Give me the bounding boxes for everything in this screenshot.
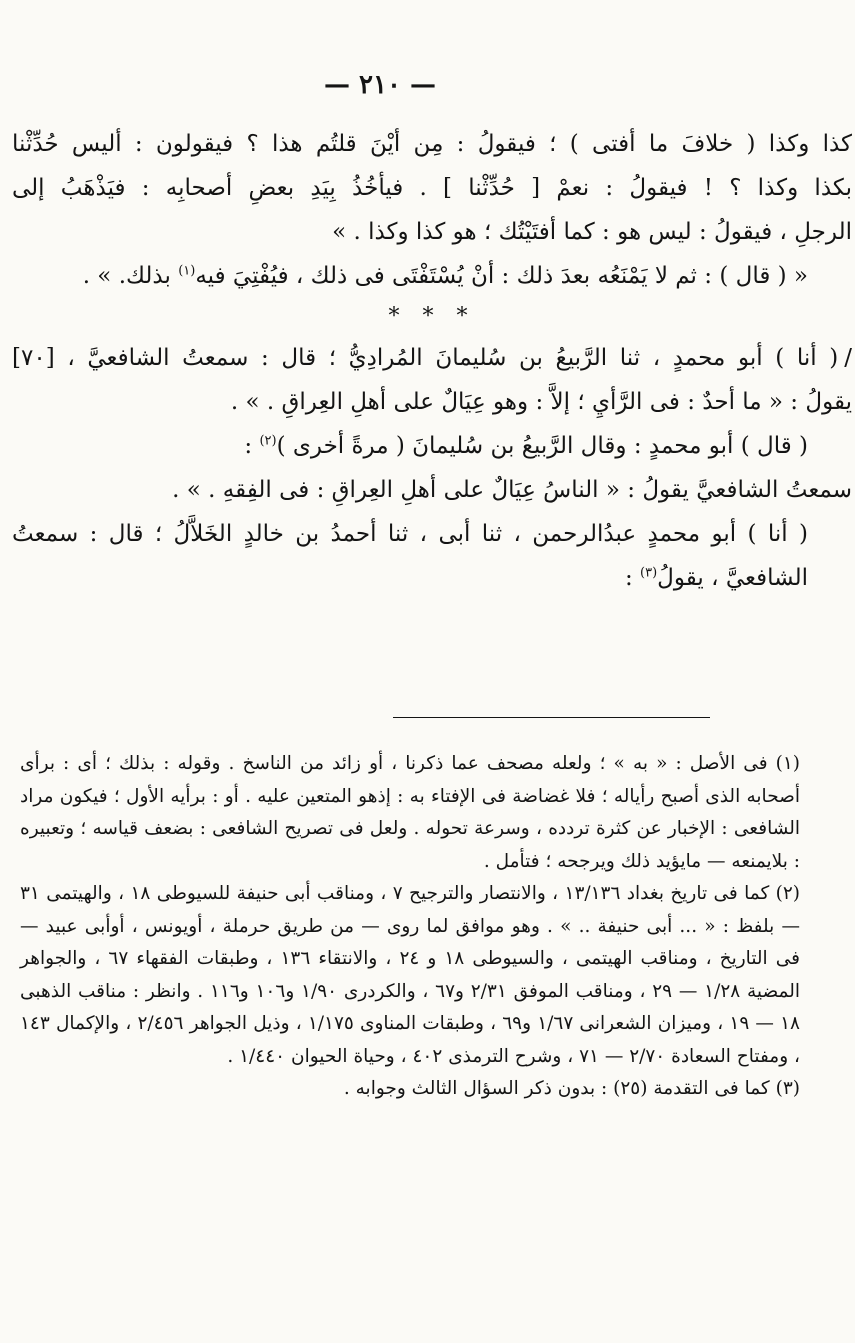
text-line: ( قال ) أبو محمدٍ : وقال الرَّبيعُ بن سُليمانَ ( مرةً أخرى ) (276, 433, 808, 459)
main-text (12, 122, 852, 600)
footnote-line: تصريح الشافعى : بضعف قياسه ؛ وتعبيره : بلايمنعه — مايؤيد ذلك ويرجحه ؛ فتأمل . (20, 818, 800, 872)
page-number: — ٢١٠ — (323, 70, 437, 100)
paragraph-3 (12, 336, 852, 424)
footnote-3 (20, 1073, 830, 1106)
text-line: يقولُ : « ما أحدٌ : فى الرَّأيِ ؛ إلاَّ : وهو عِيَالٌ على أهلِ العِراقِ . » . (230, 389, 852, 415)
footnotes (20, 748, 830, 1106)
footnote-1 (20, 748, 830, 878)
footnote-line: أى : برأى أصحابه الذى أصبح رأياله ؛ فلا غضاضة فى الإفتاء به : إذهو المتعين عليه . أو : (20, 753, 800, 807)
text-segment: ( أنا ) أبو محمدٍ ، ثنا الرَّبيعُ بن سُليمانَ المُرادِيُّ ؛ قال : سمعتُ الشافعيَّ ، (67, 345, 839, 371)
text-line: سمعتُ الشافعيَّ يقولُ : « الناسُ عِيَالٌ على أهلِ العِراقِ : فى الفِقهِ . » . (172, 477, 852, 503)
footnote-2 (20, 878, 830, 1073)
paragraph-1 (12, 122, 852, 254)
text-line: الرجلِ ، فيقولُ : ليس هو : كما أفتَيْتُك ؛ هو كذا وكذا . » (332, 219, 852, 245)
text-line: : (244, 433, 260, 459)
footnote-line: ١٨ و ٢٤ ، والانتقاء ١٣٦ ، وطبقات الفقهاء ٦٧ ، والجواهر المضية ١/٢٨ — ٢٩ ، (20, 948, 801, 1002)
footnote-line: برأيه الأول ؛ فيكون مراد الشافعى : الإخبار عن كثرة تردده ، وسرعة تحوله . ولعل فى (20, 785, 800, 839)
text-line: كذا وكذا ( خلافَ ما أفتى ) ؛ فيقولُ : مِن أيْنَ قلتُم هذا ؟ فيقولون : أليس حُدِّثْنا (12, 131, 852, 157)
footnote-line: ١٨ — ١٩ ، وميزان الشعرانى ١/٦٧ و٦٩ ، وطبقات المناوى ١/١٧٥ ، وذيل الجواهر (189, 1013, 800, 1034)
footnote-line: وحياة الحيوان ١/٤٤٠ . (227, 1045, 395, 1067)
text-segment: الشافعيَّ ، يقولُ (657, 565, 808, 591)
paragraph-5 (12, 468, 852, 512)
text-line: « ( قال ) : ثم لا يَمْنَعُه بعدَ ذلك : أنْ يُسْتَفْتَى فى ذلك ، فيُفْتِيَ فيه (195, 263, 808, 289)
footnote-line: من طريق حرملة ، أويونس ، أوأبى عبيد — فى التاريخ ، ومناقب الهيتمى ، والسيوطى (20, 915, 800, 969)
footnote-line: (٣) كما فى التقدمة (٢٥) : بدون ذكر السؤال الثالث وجوابه . (343, 1078, 800, 1099)
footnote-ref-3: (٣) (640, 565, 658, 581)
paragraph-4 (12, 424, 852, 468)
paragraph-6 (12, 512, 852, 600)
manuscript-page-marker: ٧٠ (20, 345, 46, 371)
text-line (12, 556, 808, 600)
text-segment: : (624, 565, 640, 591)
text-line: ( أنا ) أبو محمدٍ عبدُالرحمن ، ثنا أبى ، ثنا أحمدُ بن خالدٍ الخَلاَّلُ ؛ قال : سمعتُ (12, 521, 808, 547)
footnote-line: (١) فى الأصل : « به » ؛ ولعله مصحف عما ذكرنا ، أو زائد من الناسخ . وقوله : بذلك ؛ (105, 753, 801, 774)
text-line: بكذا وكذا ؟ ! فيقولُ : نعمْ [ حُدِّثْنا ] . فيأخُذُ بِيَدِ بعضِ أصحابِه : فيَذْهَبُ إلى (12, 175, 852, 201)
footnote-line: ٢/٤٥٦ ، والإكمال ١٤٣ ، ومفتاح السعادة ٢/٧٠ — ٧١ ، وشرح الترمذى ٤٠٢ ، (20, 1013, 800, 1067)
paragraph-2 (12, 254, 852, 298)
section-separator: * * * (388, 304, 476, 329)
text-line: بذلك. » . (82, 263, 179, 289)
page-break-mark: / (844, 345, 852, 371)
footnote-ref-1: (١) (178, 263, 196, 279)
footnote-ref-2: (٢) (259, 433, 277, 449)
footnote-divider (393, 717, 710, 718)
footnote-line: للسيوطى ١٨ ، والهيتمى ٣١ — بلفظ : « ... أبى حنيفة .. » . وهو موافق لما روى — (20, 883, 800, 937)
footnote-line: (٢) كما فى تاريخ بغداد ١٣/١٣٦ ، والانتصار والترجيح ٧ ، ومناقب أبى حنيفة (236, 883, 800, 904)
text-line: /( أنا ) أبو محمدٍ ، ثنا الرَّبيعُ بن سُليمانَ المُرادِيُّ ؛ قال : سمعتُ الشافعيَّ ، [٧٠] (12, 345, 852, 371)
footnote-line: ومناقب الموفق ٢/٣١ و٦٧ ، والكردرى ١/٩٠ و١٠٦ و١١٦ . وانظر : مناقب الذهبى (20, 980, 633, 1002)
